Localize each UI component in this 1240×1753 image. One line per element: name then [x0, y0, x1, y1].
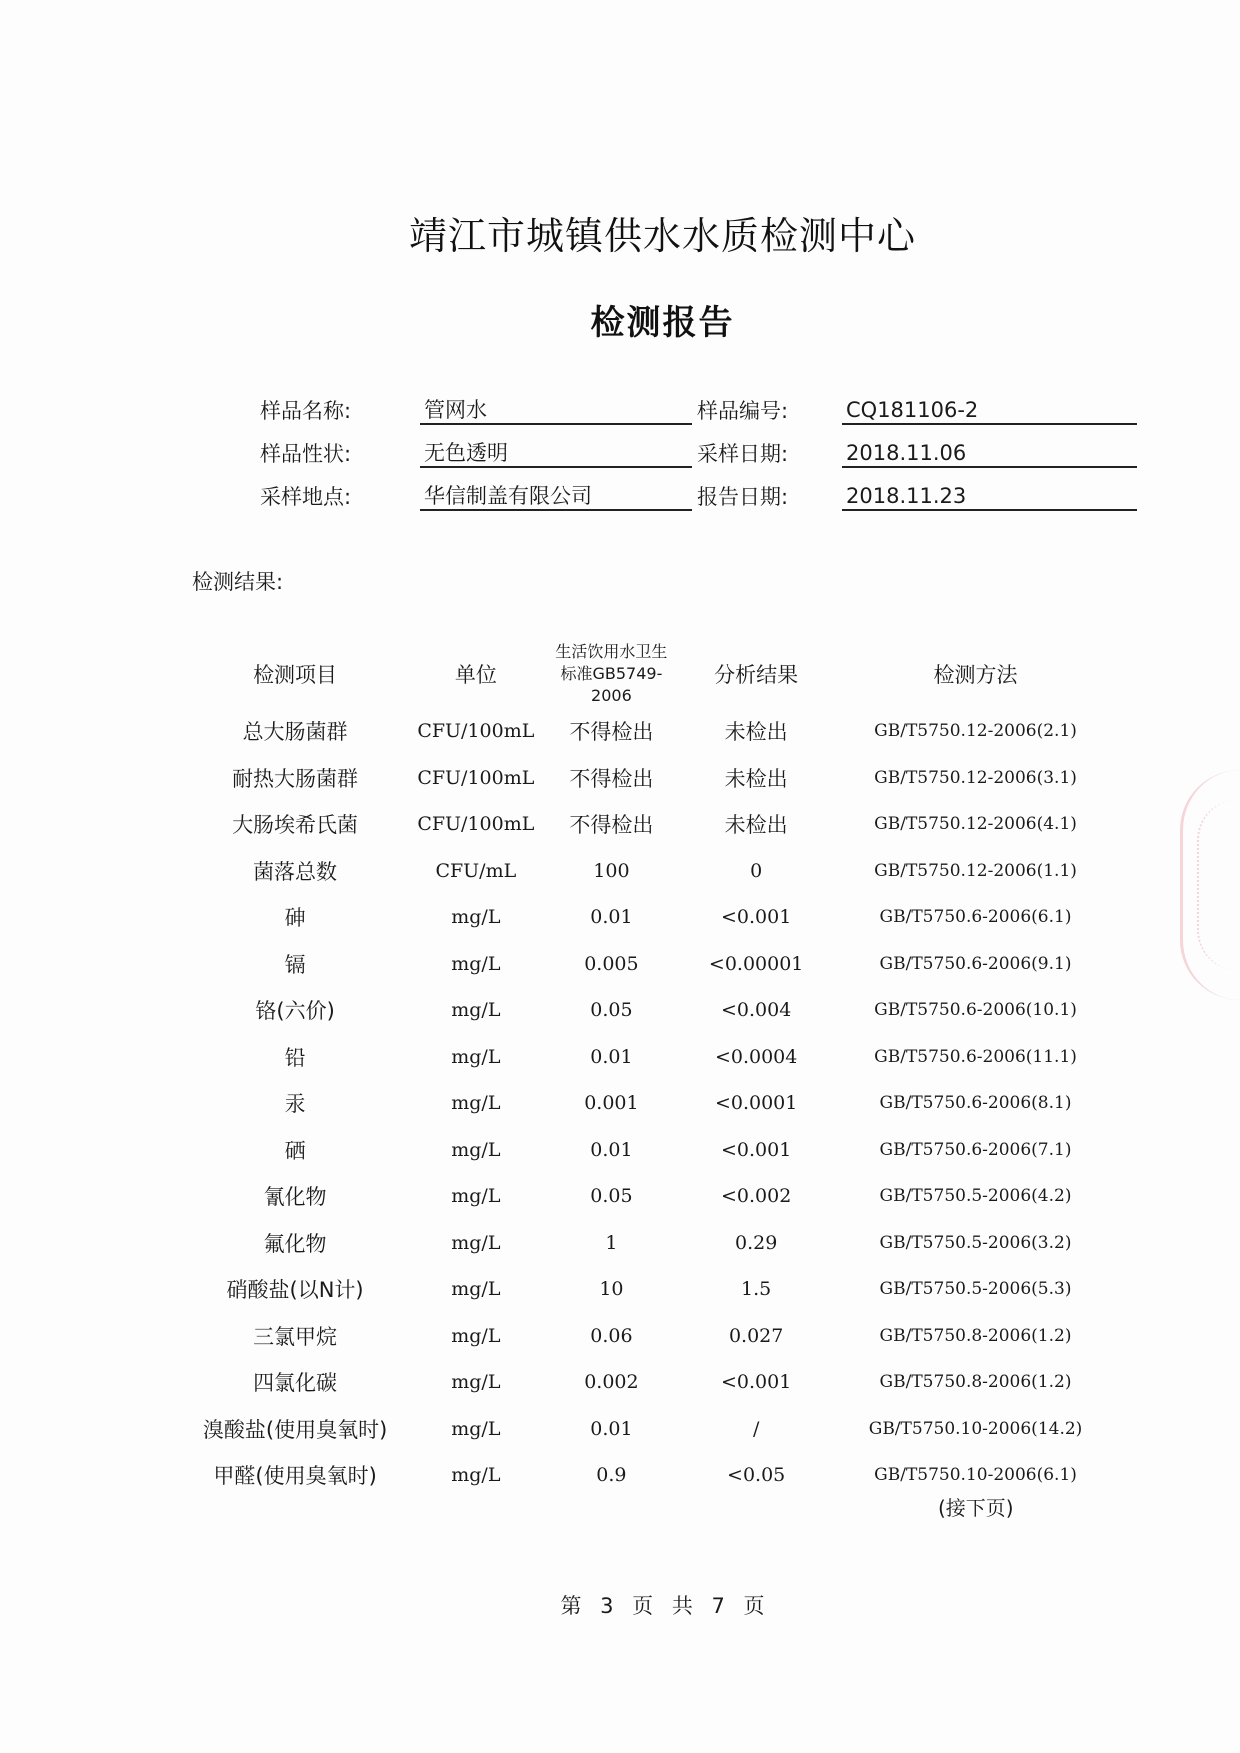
report-date-value: 2018.11.23: [842, 481, 1137, 511]
cell-result: <0.001: [720, 906, 792, 929]
sample-number-label: 样品编号:: [697, 399, 789, 423]
sample-name-label: 样品名称:: [260, 399, 352, 423]
cell-standard: 10: [599, 1278, 624, 1301]
table-row: [180, 708, 1120, 755]
table-row: [180, 1313, 1120, 1360]
cell-result: <0.0001: [714, 1092, 798, 1115]
cell-method: GB/T5750.6-2006(7.1): [879, 1139, 1072, 1160]
report-date-label: 报告日期:: [697, 485, 789, 509]
cell-standard: 0.06: [590, 1324, 633, 1347]
cell-result: 0: [750, 859, 763, 882]
table-row: [180, 987, 1120, 1034]
cell-unit: mg/L: [451, 1231, 501, 1254]
cell-result: 未检出: [724, 720, 788, 745]
cell-method: GB/T5750.12-2006(3.1): [874, 767, 1077, 788]
table-row: [180, 1173, 1120, 1220]
table-row: [180, 1127, 1120, 1174]
cell-unit: mg/L: [451, 1138, 501, 1161]
cell-unit: CFU/100mL: [417, 813, 535, 836]
cell-unit: mg/L: [451, 1185, 501, 1208]
cell-item: 四氯化碳: [253, 1371, 338, 1396]
header-standard-line1: 生活饮用水卫生: [555, 642, 668, 661]
table-row: [180, 894, 1120, 941]
cell-item: 汞: [284, 1092, 306, 1117]
cell-standard: 100: [593, 859, 630, 882]
cell-item: 溴酸盐(使用臭氧时): [202, 1417, 388, 1442]
cell-item: 硒: [284, 1138, 306, 1163]
continued-note: (接下页): [938, 1496, 1014, 1520]
cell-item: 总大肠菌群: [242, 720, 348, 745]
cell-unit: mg/L: [451, 999, 501, 1022]
cell-result: 0.29: [735, 1231, 778, 1254]
report-title: 检测报告: [590, 303, 735, 343]
cell-unit: mg/L: [451, 1464, 501, 1487]
cell-standard: 1: [605, 1231, 618, 1254]
cell-standard: 0.01: [590, 906, 633, 929]
cell-result: <0.0004: [714, 1045, 798, 1068]
cell-result: <0.00001: [708, 952, 804, 975]
sample-state-value: 无色透明: [420, 438, 692, 468]
table-row: [180, 1080, 1120, 1127]
header-item: 检测项目: [253, 663, 338, 687]
cell-result: <0.001: [720, 1138, 792, 1161]
cell-item: 氟化物: [263, 1231, 327, 1256]
cell-method: GB/T5750.5-2006(5.3): [879, 1279, 1072, 1300]
cell-unit: CFU/100mL: [417, 720, 535, 743]
table-row: [180, 1034, 1120, 1081]
red-seal-stamp: [1180, 770, 1240, 1000]
table-row: [180, 941, 1120, 988]
cell-method: GB/T5750.10-2006(6.1): [874, 1465, 1077, 1486]
header-unit: 单位: [454, 663, 497, 687]
sampling-location-label: 采样地点:: [260, 485, 352, 509]
cell-standard: 0.9: [596, 1464, 627, 1487]
cell-method: GB/T5750.5-2006(4.2): [879, 1186, 1072, 1207]
cell-method: GB/T5750.8-2006(1.2): [879, 1325, 1072, 1346]
cell-item: 氰化物: [263, 1185, 327, 1210]
cell-method: GB/T5750.6-2006(9.1): [879, 953, 1072, 974]
header-standard-line2: 标准GB5749-2006: [560, 664, 663, 705]
cell-item: 甲醛(使用臭氧时): [213, 1464, 377, 1489]
cell-item: 硝酸盐(以N计): [226, 1278, 364, 1303]
cell-result: <0.002: [720, 1185, 792, 1208]
cell-item: 耐热大肠菌群: [232, 766, 359, 791]
cell-unit: mg/L: [451, 1324, 501, 1347]
cell-standard: 0.002: [584, 1371, 639, 1394]
table-row: [180, 1359, 1120, 1406]
cell-result: 0.027: [728, 1324, 784, 1347]
cell-method: GB/T5750.6-2006(11.1): [874, 1046, 1077, 1067]
cell-method: GB/T5750.8-2006(1.2): [879, 1372, 1072, 1393]
red-seal-stamp-ring: [1197, 800, 1240, 970]
sampling-location-value: 华信制盖有限公司: [420, 481, 692, 511]
cell-method: GB/T5750.10-2006(14.2): [868, 1418, 1083, 1439]
cell-unit: mg/L: [451, 1278, 501, 1301]
cell-result: 未检出: [724, 766, 788, 791]
cell-unit: mg/L: [451, 906, 501, 929]
cell-item: 大肠埃希氏菌: [232, 813, 359, 838]
cell-unit: mg/L: [451, 1417, 501, 1440]
header-result: 分析结果: [714, 663, 799, 687]
table-row: [180, 801, 1120, 848]
page-number: 第 3 页 共 7 页: [560, 1594, 765, 1618]
cell-item: 砷: [284, 906, 306, 931]
cell-unit: mg/L: [451, 1045, 501, 1068]
cell-standard: 0.05: [590, 999, 633, 1022]
sample-state-label: 样品性状:: [260, 442, 352, 466]
results-table: [180, 640, 1120, 1499]
header-method: 检测方法: [933, 663, 1018, 687]
cell-item: 铅: [284, 1045, 306, 1070]
cell-result: /: [752, 1417, 760, 1440]
table-row: [180, 1266, 1120, 1313]
organization-title: 靖江市城镇供水水质检测中心: [408, 214, 916, 258]
cell-item: 镉: [284, 952, 306, 977]
cell-standard: 不得检出: [569, 813, 654, 838]
cell-item: 铬(六价): [255, 999, 335, 1024]
cell-method: GB/T5750.12-2006(4.1): [874, 814, 1077, 835]
cell-standard: 不得检出: [569, 766, 654, 791]
cell-standard: 0.01: [590, 1138, 633, 1161]
cell-unit: mg/L: [451, 1371, 501, 1394]
table-row: [180, 755, 1120, 802]
cell-result: 未检出: [724, 813, 788, 838]
cell-standard: 0.01: [590, 1045, 633, 1068]
header-standard: [542, 640, 682, 708]
cell-standard: 0.01: [590, 1417, 633, 1440]
table-row: [180, 1220, 1120, 1267]
cell-result: <0.05: [727, 1464, 786, 1487]
cell-unit: mg/L: [451, 1092, 501, 1115]
cell-unit: CFU/mL: [435, 859, 517, 882]
cell-result: <0.004: [720, 999, 792, 1022]
cell-standard: 0.005: [584, 952, 639, 975]
cell-method: GB/T5750.12-2006(1.1): [874, 860, 1077, 881]
cell-standard: 0.001: [584, 1092, 639, 1115]
cell-item: 三氯甲烷: [253, 1324, 338, 1349]
cell-unit: CFU/100mL: [417, 766, 535, 789]
cell-item: 菌落总数: [253, 859, 338, 884]
sample-name-value: 管网水: [420, 395, 692, 425]
cell-method: GB/T5750.6-2006(6.1): [879, 907, 1072, 928]
cell-standard: 不得检出: [569, 720, 654, 745]
table-row: [180, 848, 1120, 895]
cell-method: GB/T5750.12-2006(2.1): [874, 721, 1077, 742]
cell-method: GB/T5750.6-2006(8.1): [879, 1093, 1072, 1114]
cell-method: GB/T5750.6-2006(10.1): [874, 1000, 1077, 1021]
table-row: [180, 1406, 1120, 1453]
cell-standard: 0.05: [590, 1185, 633, 1208]
sampling-date-value: 2018.11.06: [842, 438, 1137, 468]
cell-result: <0.001: [720, 1371, 792, 1394]
sampling-date-label: 采样日期:: [697, 442, 789, 466]
results-header-row: [180, 640, 1120, 708]
results-section-label: 检测结果:: [192, 570, 284, 594]
cell-unit: mg/L: [451, 952, 501, 975]
cell-result: 1.5: [741, 1278, 772, 1301]
sample-number-value: CQ181106-2: [842, 395, 1137, 425]
cell-method: GB/T5750.5-2006(3.2): [879, 1232, 1072, 1253]
